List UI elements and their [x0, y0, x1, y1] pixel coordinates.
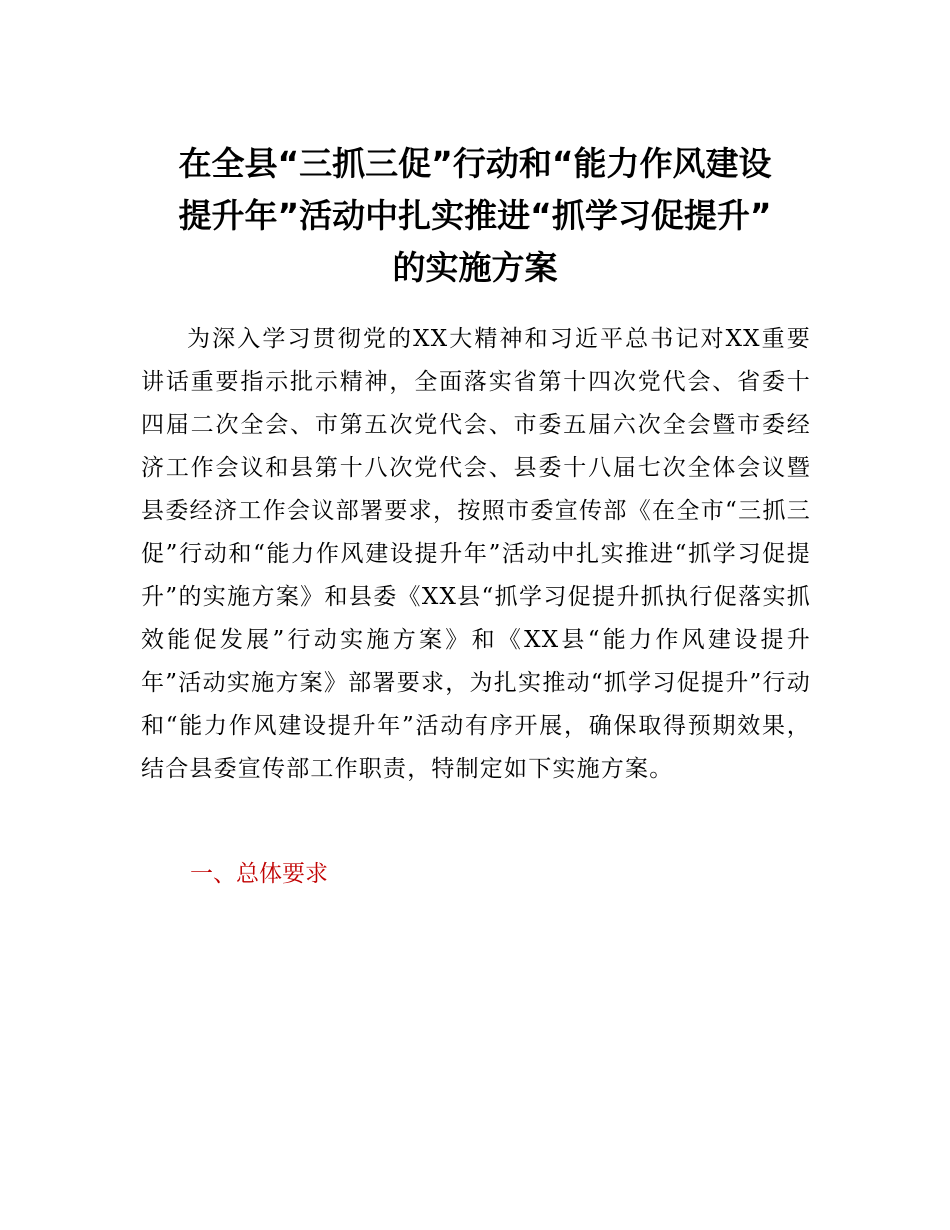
title-line-3: 的实施方案 — [392, 248, 558, 287]
document-title — [130, 138, 820, 294]
intro-paragraph: 为深入学习贯彻党的XX大精神和习近平总书记对XX重要讲话重要指示批示精神，全面落实省第十四次党代会、省委十四届二次全会、市第五次党代会、市委五届六次全会暨市委经济工作会议和县第十八次党代会、县委十八届七次全体会议暨县委经济工作会议部署要求，按照市委宣传部《在全市“三抓三促”行动和“能力作风建设提升年”活动中扎实推进“抓学习促提升”的实施方案》和县委《XX县“抓学习促提升抓执行促落实抓效能促发展”行动实施方案》和《XX县“能力作风建设提升年”活动实施方案》部署要求，为扎实推动“抓学习促提升”行动和“能力作风建设提升年”活动有序开展，确保取得预期效果，结合县委宣传部工作职责，特制定如下实施方案。 — [141, 326, 811, 782]
title-line-2: 提升年”活动中扎实推进“抓学习促提升” — [178, 196, 772, 235]
section-heading-general-requirements: 一、总体要求 — [190, 861, 328, 887]
title-line-1: 在全县“三抓三促”行动和“能力作风建设 — [178, 144, 772, 183]
